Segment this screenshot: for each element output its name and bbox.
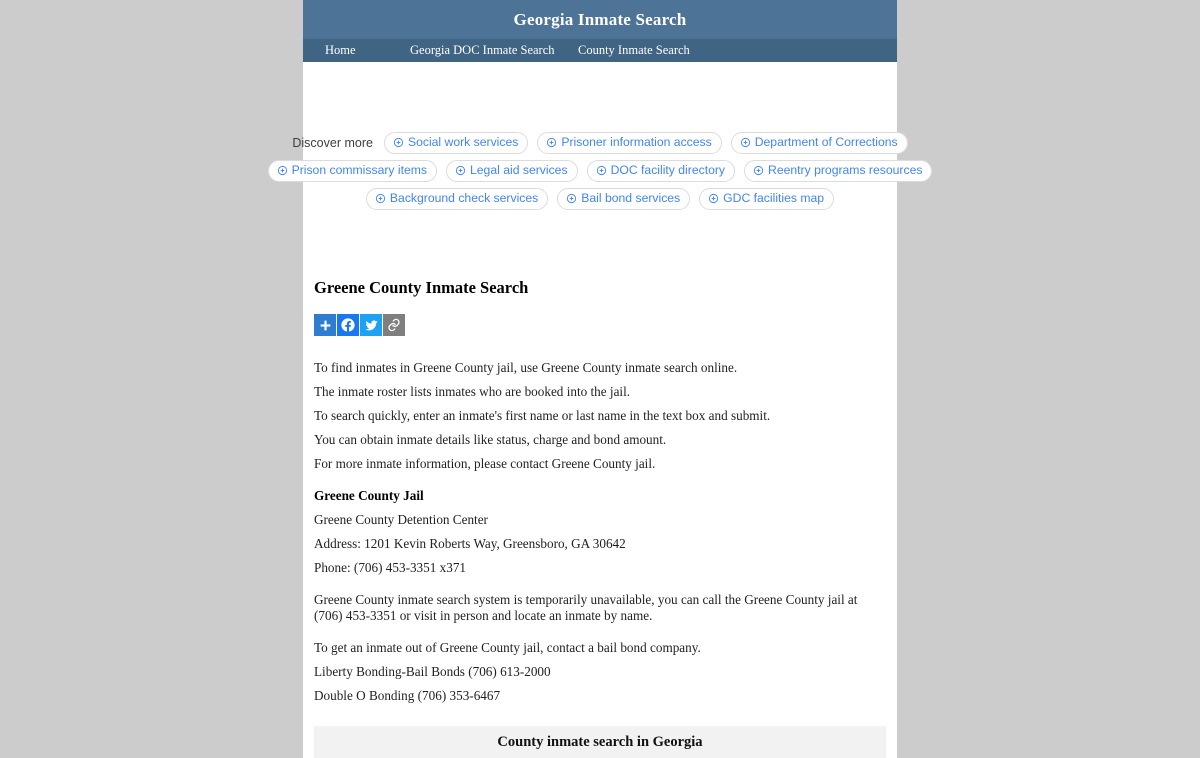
- chip-gdc-facilities-map[interactable]: [699, 188, 834, 210]
- site-title: Georgia Inmate Search: [513, 9, 687, 29]
- chip-social-work-services[interactable]: [384, 132, 528, 154]
- chip-label: Legal aid services: [470, 163, 568, 177]
- bail-bond-block: [314, 640, 886, 704]
- discover-row-3: [321, 188, 879, 210]
- chip-department-of-corrections[interactable]: [731, 132, 908, 154]
- jail-address: Address: 1201 Kevin Roberts Way, Greensboro, GA 30642: [314, 536, 626, 551]
- add-circle-icon: [566, 193, 577, 204]
- chip-label: GDC facilities map: [723, 191, 825, 205]
- discover-row-1: [292, 132, 898, 154]
- bail-bond-company: Liberty Bonding-Bail Bonds (706) 613-2000: [314, 664, 551, 679]
- intro-line: You can obtain inmate details like status, charge and bond amount.: [314, 432, 667, 447]
- nav-item-county-inmate-search[interactable]: County Inmate Search: [578, 43, 690, 57]
- bail-bond-company: Double O Bonding (706) 353-6467: [314, 688, 501, 703]
- chip-label: Prison commissary items: [291, 163, 427, 177]
- availability-notice: Greene County inmate search system is temporarily unavailable, you can call the Greene County jail at (706) 453-3351 or visit in person and locate an inmate by name.: [314, 592, 858, 623]
- add-circle-icon: [708, 193, 719, 204]
- site-header: [303, 0, 897, 39]
- article: [303, 278, 897, 704]
- nav-item-georgia-doc-inmate-search[interactable]: Georgia DOC Inmate Search: [410, 43, 555, 57]
- chip-label: Bail bond services: [581, 191, 681, 205]
- jail-facility: Greene County Detention Center: [314, 512, 488, 527]
- chip-label: Reentry programs resources: [768, 163, 923, 177]
- add-circle-icon: [455, 165, 466, 176]
- jail-name: Greene County Jail: [314, 488, 424, 503]
- section-banner-title: County inmate search in Georgia: [497, 733, 703, 750]
- share-twitter-button[interactable]: [360, 314, 382, 336]
- add-circle-icon: [740, 137, 751, 148]
- page-title: Greene County Inmate Search: [314, 278, 529, 297]
- top-ad-slot: [303, 62, 897, 132]
- share-addthis-button[interactable]: [314, 314, 336, 336]
- intro-line: The inmate roster lists inmates who are booked into the jail.: [314, 384, 631, 399]
- chip-label: Background check services: [389, 191, 539, 205]
- discover-more-label: Discover more: [292, 136, 373, 150]
- plus-icon: [319, 319, 332, 332]
- nav-item-home[interactable]: Home: [325, 43, 356, 57]
- intro-line: To find inmates in Greene County jail, use Greene County inmate search online.: [314, 360, 738, 375]
- chip-background-check-services[interactable]: [366, 188, 548, 210]
- add-circle-icon: [277, 165, 288, 176]
- link-icon: [387, 318, 401, 332]
- intro-line: For more inmate information, please contact Greene County jail.: [314, 456, 656, 471]
- page-container: [291, 0, 923, 758]
- share-facebook-button[interactable]: [337, 314, 359, 336]
- chip-label: Social work services: [407, 135, 519, 149]
- add-circle-icon: [596, 165, 607, 176]
- add-circle-icon: [546, 137, 557, 148]
- discover-more-section: [291, 132, 923, 210]
- chip-label: Department of Corrections: [754, 135, 898, 149]
- chip-reentry-programs-resources[interactable]: [744, 160, 932, 182]
- jail-phone: Phone: (706) 453-3351 x371: [314, 560, 467, 575]
- chip-prison-commissary-items[interactable]: [268, 160, 437, 182]
- share-buttons: [314, 314, 886, 336]
- main-navigation: [303, 39, 897, 62]
- county-inmate-search-banner: [314, 726, 886, 758]
- add-circle-icon: [393, 137, 404, 148]
- discover-row-2: [291, 160, 923, 182]
- chip-legal-aid-services[interactable]: [446, 160, 578, 182]
- chip-label: Prisoner information access: [561, 135, 712, 149]
- availability-notice-block: [314, 592, 886, 624]
- add-circle-icon: [753, 165, 764, 176]
- intro-text-block: [314, 360, 886, 472]
- chip-prisoner-information-access[interactable]: [537, 132, 721, 154]
- bail-bond-intro: To get an inmate out of Greene County jail, contact a bail bond company.: [314, 640, 701, 655]
- intro-line: To search quickly, enter an inmate's first name or last name in the text box and submit.: [314, 408, 771, 423]
- middle-ad-slot: [303, 216, 897, 278]
- facebook-icon: [340, 317, 356, 333]
- add-circle-icon: [375, 193, 386, 204]
- chip-bail-bond-services[interactable]: [557, 188, 690, 210]
- jail-contact-block: [314, 488, 886, 576]
- twitter-bird-icon: [364, 318, 379, 333]
- share-copy-link-button[interactable]: [383, 314, 405, 336]
- chip-label: DOC facility directory: [610, 163, 726, 177]
- chip-doc-facility-directory[interactable]: [587, 160, 735, 182]
